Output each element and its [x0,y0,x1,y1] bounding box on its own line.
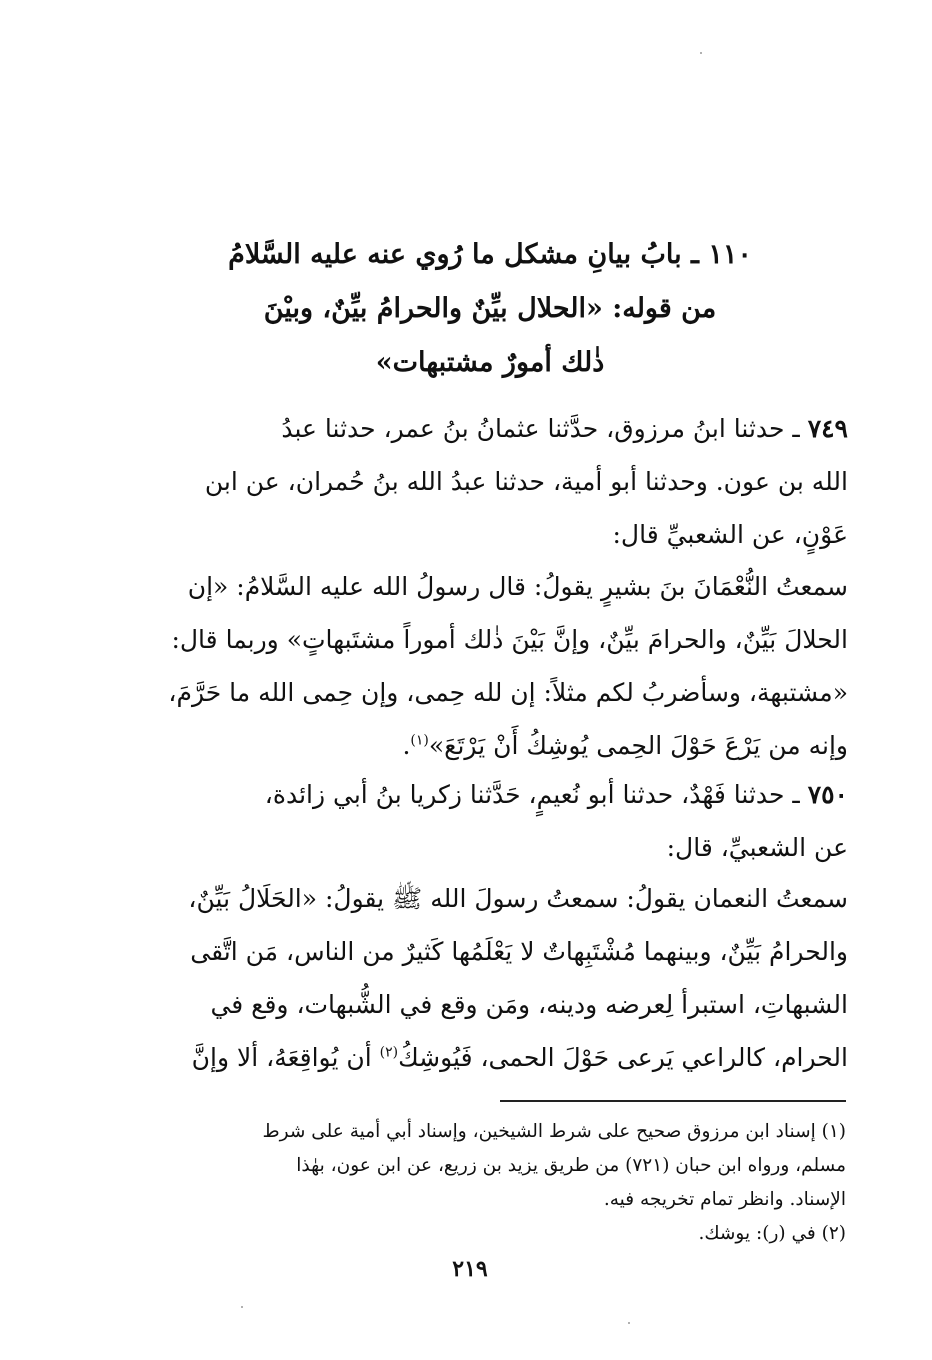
hadith-750-isnad [118,768,848,874]
hadith-749-text-line-4-text: وإنه من يَرْعَ حَوْلَ الحِمى يُوشِكُ أَنْ يَرْتَعَ» [428,731,848,760]
scan-speck [700,52,702,54]
hadith-749-number: ٧٤٩ [807,414,848,443]
hadith-749-isnad-line-1-text: ـ حدثنا ابنُ مرزوق، حدَّثنا عثمانُ بنُ عمر، حدثنا عبدُ [281,414,808,443]
hadith-749-isnad-line-2: الله بن عون. وحدثنا أبو أمية، حدثنا عبدُ الله بنُ حُمران، عن ابن [204,467,848,496]
hadith-750-text-line-4-text-b: أن يُواقِعَهُ، ألا وإنَّ [191,1043,380,1072]
hadith-749-isnad-line-1 [118,402,848,455]
page-number: ٢١٩ [452,1256,488,1282]
footnote-2-line-1: (٢) في (ر): يوشك. [698,1223,846,1244]
hadith-750-number: ٧٥٠ [807,780,848,809]
hadith-750-text-line-3: الشبهاتِ، استبرأ لِعرضه ودينه، ومَن وقع في الشُّبهات، وقع في [210,990,848,1019]
hadith-749-text-line-1: سمعتُ النُّعْمَانَ بنَ بشيرٍ يقولُ: قال رسولُ الله عليه السَّلامُ: «إن [187,572,848,601]
footnote-1-line-1: (١) إسناد ابن مرزوق صحيح على شرط الشيخين، وإسناد أبي أمية على شرط [262,1121,846,1142]
hadith-750-isnad-line-1 [118,768,848,821]
hadith-750-text-line-2: والحرامُ بَيِّنٌ، وبينهما مُشْتَبِهاتٌ لا يَعْلَمُها كَثيرٌ من الناس، مَن اتَّقى [190,937,848,966]
hadith-750-isnad-line-2: عن الشعبيِّ، قال: [666,833,848,862]
hadith-749-text-line-2: الحلالَ بَيِّنٌ، والحرامَ بيِّنٌ، وإنَّ بَيْنَ ذٰلك أموراً مشتَبهاتٍ» وربما قال: [171,625,848,654]
footnote-ref-2: (٢) [379,1044,399,1061]
footnote-1-line-2: مسلم، ورواه ابن حبان (٧٢١) من طريق يزيد بن زريع، عن ابن عون، بهٰذا [296,1155,846,1176]
chapter-heading [130,228,850,390]
hadith-749-text-line-4-end: . [402,731,411,760]
hadith-750-isnad-line-1-text: ـ حدثنا فَهْدٌ، حدثنا أبو نُعيمٍ، حَدَّثنا زكريا بنُ أبي زائدة، [264,780,808,809]
hadith-749-text-line-4 [118,719,848,772]
hadith-749-isnad-line-3: عَوْنٍ، عن الشعبيِّ قال: [612,520,848,549]
hadith-750-text-line-4 [118,1031,848,1084]
hadith-750-text [118,872,848,1084]
hadith-749-text-line-3: «مشتبهة، وسأضربُ لكم مثلاً: إن لله حِمى، وإن حِمى الله ما حَرَّمَ، [168,678,848,707]
chapter-heading-line-2: من قوله: «الحلال بيِّنٌ والحرامُ بيِّنٌ، وبيْنَ [263,293,717,324]
footnotes [130,1115,846,1251]
chapter-heading-line-3: ذٰلك أمورٌ مشتبهات» [375,347,605,378]
footnote-separator [500,1100,846,1102]
chapter-heading-line-1: ١١٠ ـ بابُ بيانِ مشكل ما رُوي عنه عليه السَّلامُ [228,239,752,270]
hadith-750-text-line-1: سمعتُ النعمان يقولُ: سمعتُ رسولَ الله ﷺ يقولُ: «الحَلَالُ بَيِّنٌ، [188,884,848,913]
hadith-750-text-line-4-text-a: الحرام، كالراعي يَرعى حَوْلَ الحمى، فَيُوشِكُ [398,1043,848,1072]
hadith-749-text [118,560,848,772]
scan-speck [628,1322,630,1324]
scan-speck [241,1306,243,1308]
hadith-749-isnad [118,402,848,561]
footnote-1-line-3: الإسناد. وانظر تمام تخريجه فيه. [603,1189,846,1210]
footnote-ref-1: (١) [410,732,429,749]
